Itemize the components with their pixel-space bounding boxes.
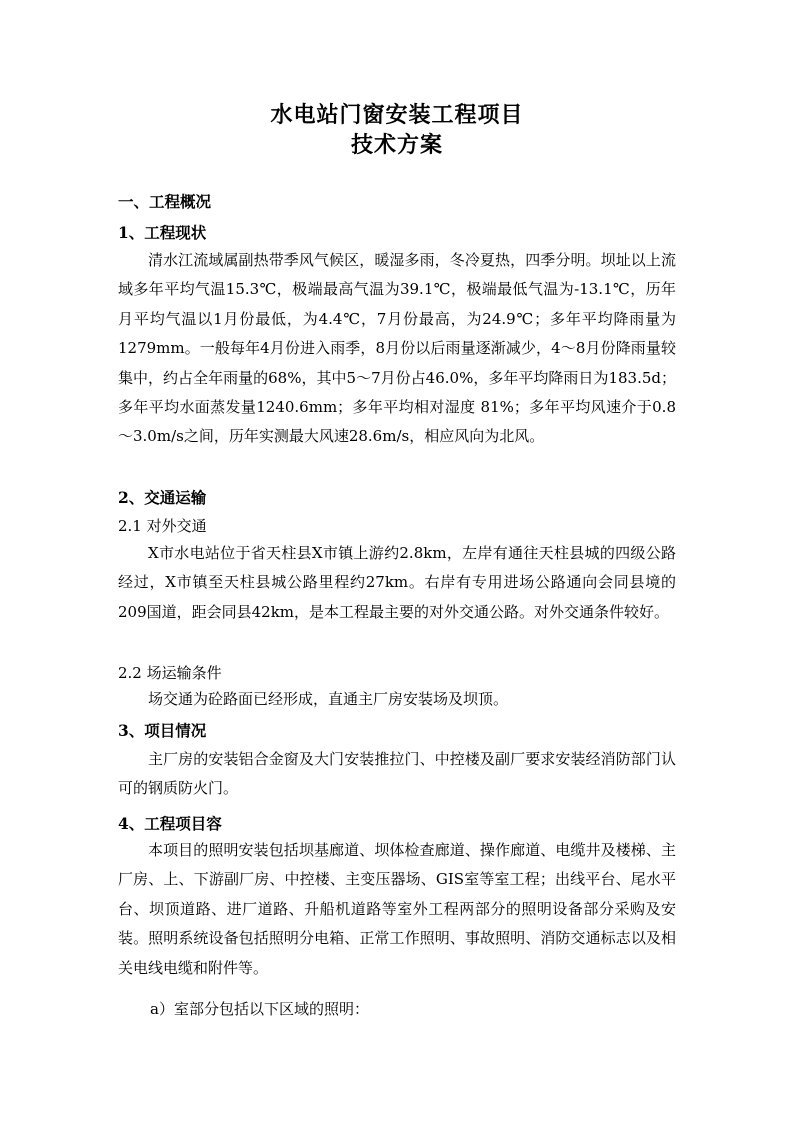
document-title: 水电站门窗安装工程项目 [270, 102, 524, 128]
paragraph-project-situation: 主厂房的安装铝合金窗及大门安装推拉门、中控楼及副厂要求安装经消防部门认可的钢质防火门。 [118, 750, 676, 798]
paragraph-project-content: 本项目的照明安装包括坝基廊道、坝体检查廊道、操作廊道、电缆井及楼梯、主厂房、上、下游副厂房、中控楼、主变压器场、GIS室等室工程；出线平台、尾水平台、坝顶道路、进厂道路、升船机道路等室外工程两部分的照明设备部分采购及安装。照明系统设备包括照明分电箱、正常工作照明、事故照明、消防交通标志以及相关电线电缆和附件等。 [118, 841, 676, 977]
heading-external-traffic: 2.1 对外交通 [118, 517, 207, 535]
document-subtitle: 技术方案 [350, 132, 443, 158]
heading-project-situation: 3、项目情况 [118, 721, 207, 740]
section-heading-overview: 一、工程概况 [118, 192, 212, 211]
heading-transportation: 2、交通运输 [118, 488, 207, 507]
paragraph-project-status: 清水江流域属副热带季风气候区，暖湿多雨，冬冷夏热，四季分明。坝址以上流域多年平均气温15.3℃，极端最高气温为39.1℃，极端最低气温为-13.1℃，历年月平均气温以1月份最低，为4.4℃，7月份最高，为24.9℃；多年平均降雨量为 1279mm。一般每年4月份进入雨季，8月份以后雨量逐渐减少，4～8月份降雨量较集中，约占全年雨量的68%，其中5～7月份占46.0%，多年平均降雨日为183.5d；多年平均水面蒸发量1240.6mm；多年平均相对湿度 81%；多年平均风速介于0.8～3.0m/s之间，历年实测最大风速28.6m/s，相应风向为北风。 [118, 251, 676, 446]
paragraph-external-traffic: X市水电站位于省天柱县X市镇上游约2.8km，左岸有通往天柱县城的四级公路经过，X市镇至天柱县城公路里程约27km。右岸有专用进场公路通向会同县境的209国道，距会同县42km，是本工程最主要的对外交通公路。对外交通条件较好。 [118, 544, 676, 621]
heading-project-status: 1、工程现状 [118, 223, 207, 242]
heading-site-transport: 2.2 场运输条件 [118, 664, 222, 682]
list-item-a: a）室部分包括以下区域的照明： [150, 1000, 369, 1018]
paragraph-site-transport: 场交通为砼路面已经形成，直通主厂房安装场及坝顶。 [148, 690, 509, 708]
heading-project-content: 4、工程项目容 [118, 814, 222, 833]
